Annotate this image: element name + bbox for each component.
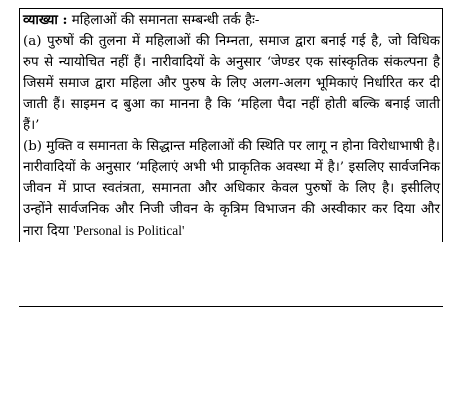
paragraph-b-text: मुक्ति व समानता के सिद्धान्त महिलाओं की स्थिति पर लागू न होना विरोधाभाषी है। नारीवादियों के अनुसार ‘महिलाएं अभी भी प्राकृतिक अवस्था में है।’ इसलिए सार्वजनिक जीवन में प्राप्त स्वतंत्रता, समानता और अधिकार केवल पुरुषों के लिए है। इसीलिए उन्होंने सार्वजनिक और निजी जीवन के कृत्रिम विभाजन की अस्वीकार कर दिया और नारा दिया bbox=[23, 139, 440, 239]
paragraph-a-marker: (a) bbox=[23, 34, 42, 49]
paragraph-b-marker: (b) bbox=[23, 139, 43, 154]
paragraph-a-text: पुरुषों की तुलना में महिलाओं की निम्नता, समाज द्वारा बनाई गई है, जो विधिक रुप से न्यायोचित नहीं हैं। नारीवादियों के अनुसार ‘जेण्डर एक सांस्कृतिक संकल्पना है जिसमें समाज द्वारा महिला और पुरुष के लिए अलग-अलग भूमिकाएं निर्धारित कर दी जाती हैं। साइमन द बुआ का मानना है कि ‘महिला पैदा नहीं होती बल्कि बनाई जाती हैं।’ bbox=[23, 34, 440, 133]
explanation-box bbox=[19, 8, 443, 242]
paragraph-a bbox=[23, 31, 440, 136]
slogan-text: 'Personal is Political' bbox=[73, 223, 185, 238]
paragraph-b bbox=[23, 136, 440, 242]
explanation-label: व्याख्या : bbox=[23, 12, 68, 28]
explanation-title: महिलाओं की समानता सम्बन्धी तर्क हैः- bbox=[67, 13, 260, 28]
bottom-rule bbox=[19, 306, 443, 307]
explanation-heading bbox=[23, 10, 440, 31]
